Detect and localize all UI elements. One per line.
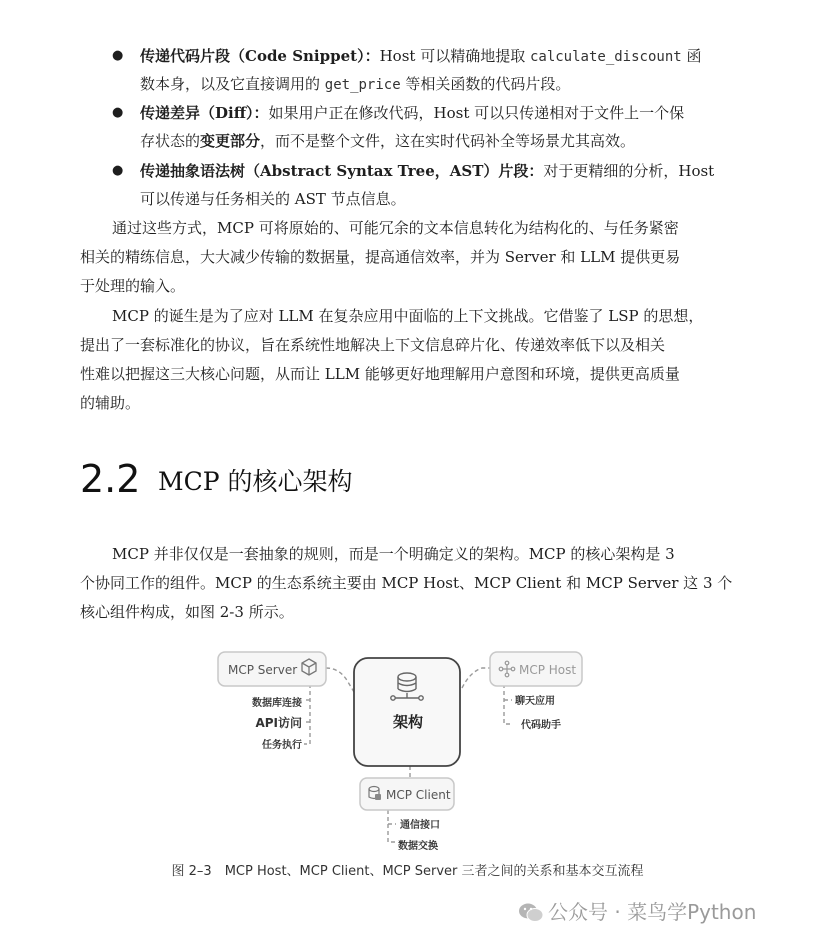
paragraph-line: 性难以把握这三大核心问题，从而让 LLM 能够更好地理解用户意图和环境，提供更高质量	[80, 365, 680, 383]
inline-code: calculate_discount	[529, 49, 682, 65]
mcp-host-label: MCP Host	[519, 663, 577, 677]
section-number: 2.2	[80, 457, 141, 501]
section-title: MCP 的核心架构	[158, 467, 353, 496]
figure-caption: 图 2–3 MCP Host、MCP Client、MCP Server 三者之间的关系和基本交互流程	[171, 864, 644, 879]
bullet-1-heading: 传递代码片段（Code Snippet）：	[140, 47, 380, 65]
bullet-marker: ●	[112, 163, 124, 178]
paragraph-line: 通过这些方式，MCP 可将原始的、可能冗余的文本信息转化为结构化的、与任务紧密	[112, 219, 679, 237]
paragraph-line: 个协同工作的组件。MCP 的生态系统主要由 MCP Host、MCP Client 和 MCP Server 这 3 个	[80, 574, 733, 592]
wechat-icon	[518, 902, 544, 924]
bullet-3-heading: 传递抽象语法树（Abstract Syntax Tree，AST）片段：	[140, 162, 544, 180]
client-item: 数据交换	[398, 841, 438, 852]
mcp-architecture-diagram	[212, 644, 606, 856]
bullet-3-line-1: 传递抽象语法树（Abstract Syntax Tree，AST）片段：对于更精细的分析，Host	[140, 162, 715, 180]
paragraph-line: 提出了一套标准化的协议，旨在系统性地解决上下文信息碎片化、传递效率低下以及相关	[80, 336, 666, 354]
mcp-host-node	[490, 652, 582, 686]
server-item: 任务执行	[262, 740, 302, 751]
inline-code: get_price	[324, 77, 401, 93]
bullet-1-line-1: 传递代码片段（Code Snippet）：Host 可以精确地提取 calculate_discount 函	[140, 47, 702, 65]
bullet-2-line-1: 传递差异（Diff）：如果用户正在修改代码，Host 可以只传递相对于文件上一个保	[140, 104, 685, 122]
server-item: API访问	[255, 716, 302, 730]
center-label: 架构	[392, 713, 424, 731]
mcp-client-node	[360, 778, 454, 810]
paragraph-line: MCP 并非仅仅是一套抽象的规则，而是一个明确定义的架构。MCP 的核心架构是 3	[112, 545, 675, 563]
mcp-server-node	[218, 652, 326, 686]
server-item: 数据库连接	[252, 698, 302, 709]
mcp-client-label: MCP Client	[386, 788, 451, 802]
architecture-center-node	[354, 658, 460, 766]
mcp-server-label: MCP Server	[228, 663, 298, 677]
host-item: 聊天应用	[515, 696, 555, 707]
bullet-marker: ●	[112, 48, 124, 63]
paragraph-line: 的辅助。	[80, 394, 141, 412]
bullet-1-line-2: 数本身，以及它直接调用的 get_price 等相关函数的代码片段。	[140, 75, 571, 93]
bullet-2-line-2: 存状态的变更部分，而不是整个文件，这在实时代码补全等场景尤其高效。	[140, 132, 636, 150]
watermark-text: 公众号 · 菜鸟学Python	[548, 900, 757, 924]
bullet-2-heading: 传递差异（Diff）：	[140, 104, 269, 122]
client-item: 通信接口	[400, 820, 440, 831]
bullet-marker: ●	[112, 105, 124, 120]
paragraph-line: 相关的精练信息，大大减少传输的数据量，提高通信效率，并为 Server 和 LLM 提供更易	[80, 248, 681, 266]
host-item: 代码助手	[521, 720, 561, 731]
bullet-3-line-2: 可以传递与任务相关的 AST 节点信息。	[140, 190, 406, 208]
paragraph-line: MCP 的诞生是为了应对 LLM 在复杂应用中面临的上下文挑战。它借鉴了 LSP 的思想，	[112, 307, 704, 325]
paragraph-line: 于处理的输入。	[80, 277, 186, 295]
paragraph-line: 核心组件构成，如图 2-3 所示。	[80, 603, 294, 621]
